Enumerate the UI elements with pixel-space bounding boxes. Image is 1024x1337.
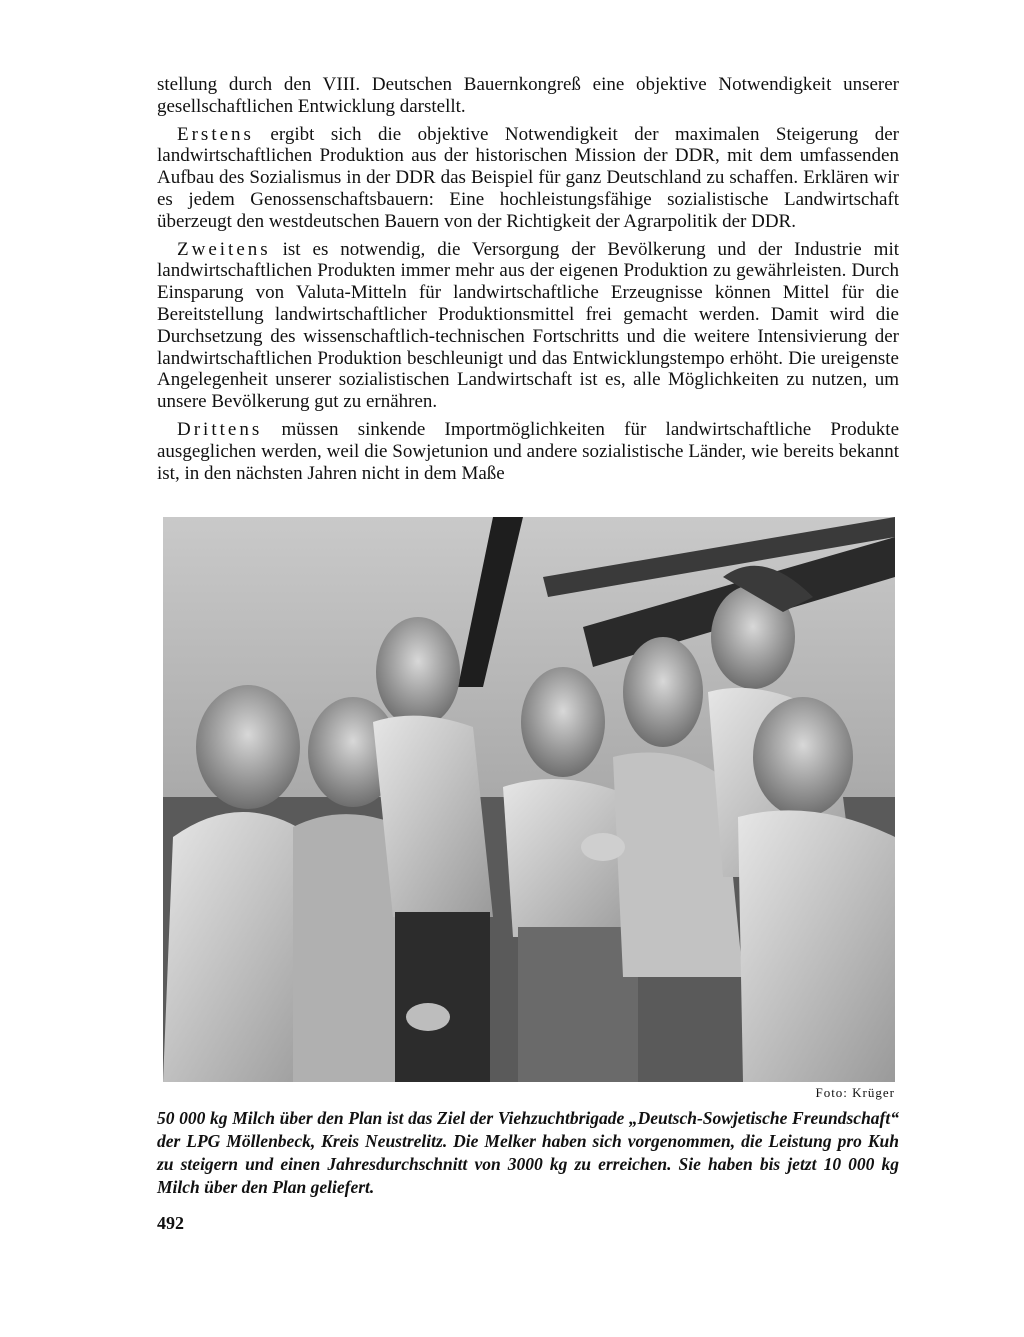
- photo-credit: Foto: Krüger: [815, 1085, 895, 1100]
- paragraph-erstens: Erstens ergibt sich die objektive Notwendigkeit der maximalen Steigerung der landwirtschaftlichen Produktion aus der historischen Mission der DDR, mit dem umfassenden Aufbau des Sozialismus in der DDR das Beispiel für ganz Deutschland zu schaffen. Erklären wir es jedem Genossenschaftsbauern: Eine hochleistungsfähige sozialistische Landwirtschaft überzeugt den westdeutschen Bauern von der Richtigkeit der Agrarpolitik der DDR.: [157, 123, 899, 232]
- body-text: [157, 74, 899, 484]
- paragraph-zweitens: Zweitens ist es notwendig, die Versorgung der Bevölkerung und der Industrie mit landwirtschaftlichen Produkten immer mehr aus der eigenen Produktion zu gewährleisten. Durch Einsparung von Valuta-Mitteln für landwirtschaftliche Erzeugnisse können Mittel für die Bereitstellung landwirtschaftlicher Produktionsmittel frei gemacht werden. Damit wird die Durchsetzung des wissenschaftlich-technischen Fortschritts und die weitere Intensivierung der landwirtschaftlichen Produktion beschleunigt und das Entwicklungstempo erhöht. Die ureigenste Angelegenheit unserer sozialistischen Landwirtschaft ist es, alle Möglichkeiten zu nutzen, um unsere Bevölkerung gut zu ernähren.: [157, 238, 899, 413]
- page-number: 492: [157, 1213, 184, 1233]
- paragraph-drittens: Drittens müssen sinkende Importmöglichkeiten für landwirtschaftliche Produkte ausgeglichen werden, weil die Sowjetunion und andere sozialistische Länder, wie bereits bekannt ist, in den nächsten Jahren nicht in dem Maße: [157, 418, 899, 484]
- lead-word: Drittens: [177, 418, 263, 440]
- lead-word: Zweitens: [177, 238, 271, 260]
- group-photo: [163, 517, 895, 1082]
- photo-caption: 50 000 kg Milch über den Plan ist das Ziel der Viehzuchtbrigade „Deutsch-Sowjetische Freundschaft“ der LPG Möllenbeck, Kreis Neustrelitz. Die Melker haben sich vorgenommen, die Leistung pro Kuh zu steigern und einen Jahresdurchschnitt von 3000 kg zu erreichen. Sie haben bis jetzt 10 000 kg Milch über den Plan geliefert.: [157, 1108, 899, 1197]
- paragraph-continuation: stellung durch den VIII. Deutschen Bauernkongreß eine objektive Notwendigkeit unserer gesellschaftlichen Entwicklung darstellt.: [157, 74, 899, 117]
- group-photo-illustration: [163, 517, 895, 1082]
- lead-word: Erstens: [177, 123, 254, 145]
